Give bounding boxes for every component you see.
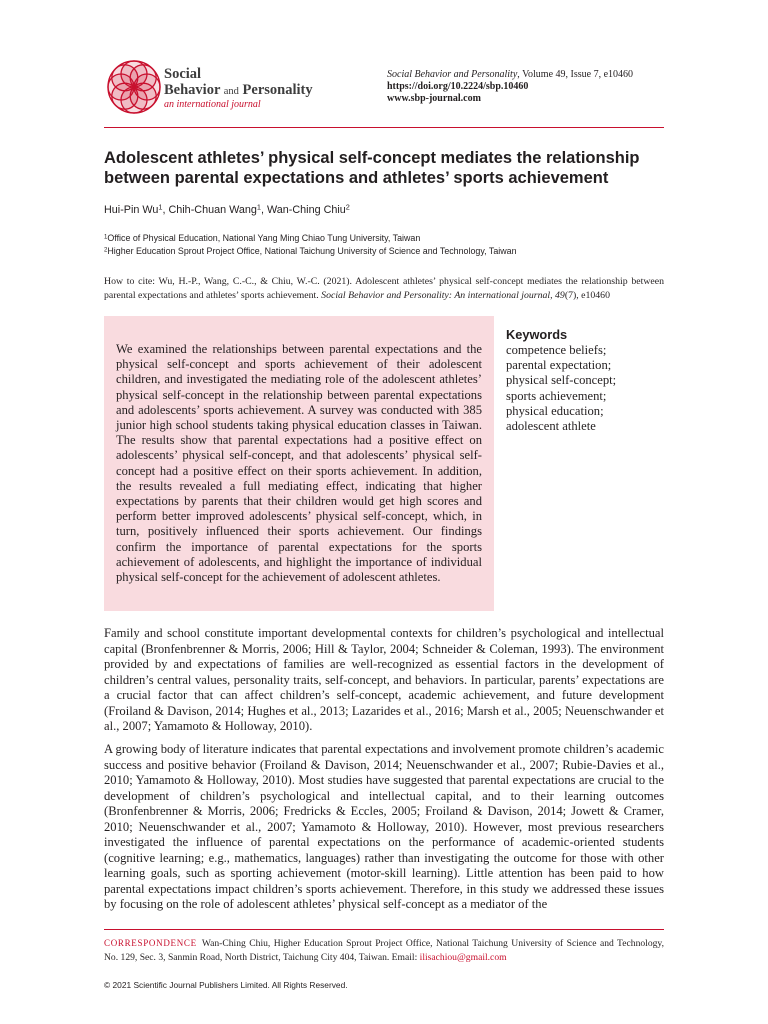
- website-link[interactable]: www.sbp-journal.com: [387, 93, 481, 104]
- keyword-item: physical self-concept;: [506, 373, 617, 388]
- article-title: Adolescent athletes’ physical self-concept mediates the relationship between parental expectations and athletes’ sports achievement: [104, 149, 640, 187]
- affiliation-item: [104, 232, 517, 245]
- correspondence-divider: [104, 929, 664, 930]
- issue-details: , Volume 49, Issue 7, e10460: [517, 69, 634, 80]
- correspondence-note: [104, 936, 664, 965]
- header-divider: [104, 127, 664, 128]
- keyword-item: competence beliefs;: [506, 343, 607, 357]
- abstract-text: We examined the relationships between parental expectations and the physical self-concept and sports achievement of their adolescent children, and investigated the mediating role of the adolescent athletes’ physical self-concept in the relationship between parental expectations and adolescents’ sports achievement. A survey was conducted with 385 junior high school students taking physical education classes in Taiwan. The results show that parental expectations had a positive effect on adolescents’ physical self-concept, and that adolescents’ physical self-concept had a positive effect on their sports achievement. In addition, the results revealed a full mediating effect, indicating that higher expectations by parents that their children would get high scores and perform better improved adolescents’ physical self-concept, which, in turn, positively influenced their sports achievement. Our findings confirm the importance of parental expectations for the sports achievement of adolescents, and highlight the importance of individual physical self-concept for the achievement of adolescent athletes.: [116, 342, 482, 585]
- affiliation-item: [104, 245, 517, 258]
- author-separator: ,: [260, 204, 267, 216]
- how-to-cite-issue: (7), e10460: [564, 290, 610, 301]
- author-affiliation-marker: 2: [345, 202, 350, 212]
- body-paragraph: Family and school constitute important developmental contexts for children’s psychological and intellectual capital (Bronfenbrenner & Morris, 2006; Hill & Taylor, 2004; Schneider & Coleman, 1993). The environment provided by and expectations of families are well-recognized as essential factors in the development of children’s central values, personality traits, self-concept, and behaviors. In particular, parents’ expectations are a crucial factor that can affect children’s self-concept, academic achievement, and future development (Froiland & Davison, 2014; Hughes et al., 2013; Lazarides et al., 2016; Marsh et al., 2005; Neuenschwander et al., 2007; Yamamoto & Holloway, 2010).: [104, 626, 664, 733]
- doi-link[interactable]: https://doi.org/10.2224/sbp.10460: [387, 81, 529, 92]
- logo-word-and: and: [223, 86, 239, 97]
- body-paragraph: A growing body of literature indicates that parental expectations and involvement promote children’s academic success and positive behavior (Froiland & Davison, 2014; Neuenschwander et al., 2007; Rubie-Davies et al., 2010; Yamamoto & Holloway, 2010). Most studies have suggested that parental expectations are crucial to the development of children’s psychological and intellectual capital, and to their learning outcomes (Bronfenbrenner & Morris, 2006; Fredricks & Eccles, 2005; Froiland & Davison, 2014; Jowett & Cramer, 2010; Neuenschwander et al., 2007; Yamamoto & Holloway, 2010). However, most previous researchers investigated the influence of parental expectations on the performance of academic-oriented students (cognitive learning; e.g., mathematics, languages) rather than investigating the outcome for those with other learning goals, such as sporting achievement (motor-skill learning). Little attention has been paid to how parental expectations impact children’s sports achievement. Therefore, in this study we addressed these issues by focusing on the role of adolescent athletes’ physical self-concept as a mediator of the: [104, 742, 664, 911]
- how-to-cite-journal: Social Behavior and Personality: An international journal, 49: [321, 290, 565, 301]
- author-separator: ,: [162, 204, 169, 216]
- logo-wordmark-social: Social: [164, 66, 202, 82]
- keyword-item: physical education;: [506, 403, 604, 418]
- abstract-box: [104, 316, 494, 611]
- keywords-list: [506, 343, 616, 434]
- how-to-cite: [104, 275, 664, 303]
- emblem-center: [130, 83, 138, 91]
- author-list: [104, 203, 350, 217]
- author-name: Wan-Ching Chiu: [266, 204, 346, 216]
- logo-word-personality: Personality: [238, 82, 313, 98]
- keywords-heading: Keywords: [506, 327, 568, 342]
- journal-citation-block: [387, 69, 633, 105]
- affiliation-number: 1: [104, 234, 108, 241]
- author-name: Hui-Pin Wu: [104, 204, 159, 216]
- logo-tagline: an international journal: [164, 99, 261, 110]
- how-to-cite-reference: How to cite: Wu, H.-P., Wang, C.-C., & Chiu, W.-C. (2021). Adolescent athletes’ physical self-concept mediates the relationship between parental expectations and athletes’ sports achievement.: [104, 276, 664, 301]
- journal-issue-line: [387, 69, 633, 81]
- keyword-item: parental expectation;: [506, 358, 612, 373]
- author-affiliation-marker: 1: [158, 202, 163, 212]
- correspondence-address: Wan-Ching Chiu, Higher Education Sprout Project Office, National Taichung University of Science and Technology, No. 129, Sec. 3, Sanmin Road, North District, Taichung City 404, Taiwan. Email:: [104, 938, 664, 963]
- logo-word-behavior: Behavior: [164, 82, 224, 98]
- keyword-item: sports achievement;: [506, 388, 607, 403]
- keyword-item: adolescent athlete: [506, 419, 596, 434]
- correspondence-email-link[interactable]: ilisachiou@gmail.com: [419, 952, 507, 963]
- journal-rosette-emblem-icon: [106, 59, 162, 115]
- author-name: Chih-Chuan Wang: [168, 204, 257, 216]
- copyright-footer: © 2021 Scientific Journal Publishers Limited. All Rights Reserved.: [104, 980, 348, 990]
- affiliation-text: Office of Physical Education, National Yang Ming Chiao Tung University, Taiwan: [107, 233, 421, 243]
- correspondence-label: CORRESPONDENCE: [104, 938, 197, 948]
- affiliation-number: 2: [104, 247, 108, 254]
- author-affiliation-marker: 1: [256, 202, 261, 212]
- affiliation-text: Higher Education Sprout Project Office, National Taichung University of Science and Technology, Taiwan: [107, 246, 517, 256]
- journal-name: Social Behavior and Personality: [387, 69, 518, 80]
- affiliations: [104, 232, 517, 258]
